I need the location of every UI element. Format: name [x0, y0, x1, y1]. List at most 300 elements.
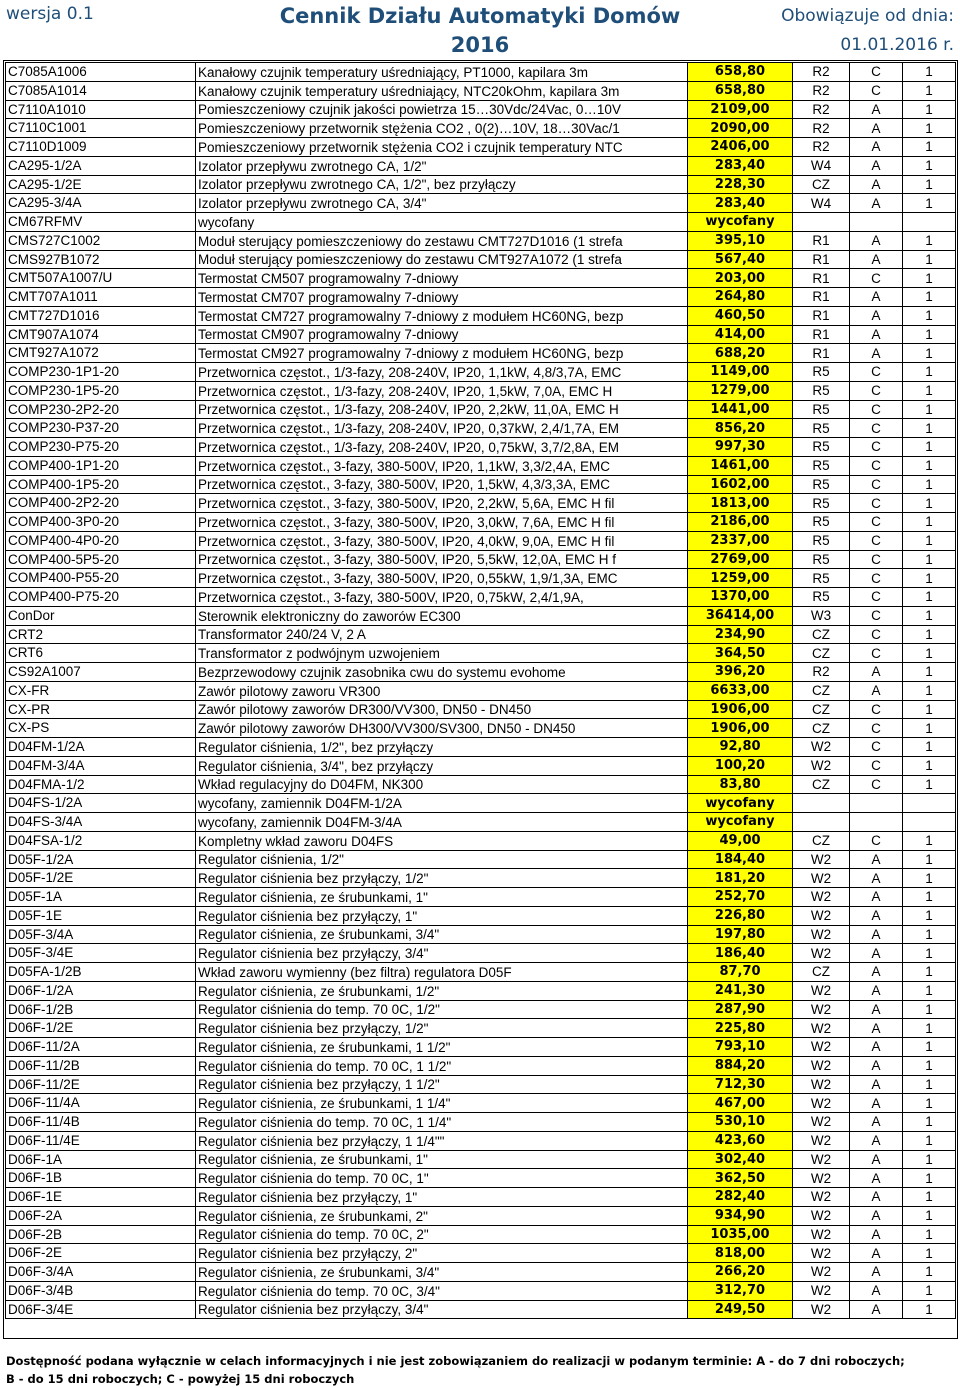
page-title — [270, 2, 690, 60]
table-row — [6, 644, 956, 663]
availability-code: C — [850, 644, 903, 663]
availability-code: C — [850, 719, 903, 738]
product-description: Regulator ciśnienia, ze śrubunkami, 3/4" — [196, 925, 688, 944]
quantity: 1 — [903, 231, 956, 250]
price-cell: 1259,00 — [688, 569, 793, 588]
price-group: W2 — [793, 1056, 850, 1075]
product-code: D06F-11/4A — [6, 1094, 196, 1113]
table-row — [6, 1150, 956, 1169]
quantity: 1 — [903, 625, 956, 644]
quantity: 1 — [903, 644, 956, 663]
price-group: R5 — [793, 419, 850, 438]
price-cell: 100,20 — [688, 756, 793, 775]
product-code: C7110A1010 — [6, 100, 196, 119]
product-description: Regulator ciśnienia bez przyłączy, 1 1/2" — [196, 1075, 688, 1094]
product-description: Pomieszczeniowy przetwornik stężenia CO2 , 0(2)…10V, 18…30Vac/1 — [196, 119, 688, 138]
table-row — [6, 269, 956, 288]
availability-code: C — [850, 550, 903, 569]
product-description: Kanałowy czujnik temperatury uśredniający, NTC20kOhm, kapilara 3m — [196, 81, 688, 100]
availability-code — [850, 794, 903, 813]
product-description: Regulator ciśnienia do temp. 70 0C, 1 1/2" — [196, 1056, 688, 1075]
quantity: 1 — [903, 1075, 956, 1094]
price-cell: 241,30 — [688, 981, 793, 1000]
table-row — [6, 531, 956, 550]
product-description: Izolator przepływu zwrotnego CA, 1/2", bez przyłączy — [196, 175, 688, 194]
availability-code: A — [850, 850, 903, 869]
quantity: 1 — [903, 850, 956, 869]
table-row — [6, 1281, 956, 1300]
product-description: Moduł sterujący pomieszczeniowy do zestawu CMT927A1072 (1 strefa — [196, 250, 688, 269]
price-cell: 712,30 — [688, 1075, 793, 1094]
price-cell: 1279,00 — [688, 381, 793, 400]
price-group: W2 — [793, 981, 850, 1000]
product-code: D05F-1/2A — [6, 850, 196, 869]
price-group: CZ — [793, 831, 850, 850]
quantity: 1 — [903, 1113, 956, 1132]
table-row — [6, 850, 956, 869]
availability-code: A — [850, 1131, 903, 1150]
table-row — [6, 288, 956, 307]
quantity: 1 — [903, 963, 956, 982]
price-cell: 49,00 — [688, 831, 793, 850]
price-cell: 312,70 — [688, 1281, 793, 1300]
table-row — [6, 869, 956, 888]
product-code: D06F-2B — [6, 1225, 196, 1244]
availability-code: C — [850, 438, 903, 457]
price-cell: 197,80 — [688, 925, 793, 944]
price-group: W2 — [793, 869, 850, 888]
price-cell: 2186,00 — [688, 513, 793, 532]
quantity: 1 — [903, 1188, 956, 1207]
price-cell: 266,20 — [688, 1263, 793, 1282]
price-cell: 2769,00 — [688, 550, 793, 569]
quantity: 1 — [903, 1169, 956, 1188]
validity-block — [781, 2, 954, 60]
product-description: Regulator ciśnienia do temp. 70 0C, 1" — [196, 1169, 688, 1188]
availability-code: A — [850, 288, 903, 307]
price-group: W2 — [793, 944, 850, 963]
table-row — [6, 1075, 956, 1094]
table-row — [6, 100, 956, 119]
price-group — [793, 794, 850, 813]
price-cell: 1906,00 — [688, 719, 793, 738]
price-group: R1 — [793, 250, 850, 269]
product-code: COMP400-3P0-20 — [6, 513, 196, 532]
price-cell: 934,90 — [688, 1206, 793, 1225]
product-code: C7110C1001 — [6, 119, 196, 138]
product-code: C7085A1014 — [6, 81, 196, 100]
product-code: D04FM-3/4A — [6, 756, 196, 775]
quantity — [903, 813, 956, 832]
product-code: D06F-3/4B — [6, 1281, 196, 1300]
product-description: Moduł sterujący pomieszczeniowy do zestawu CMT727D1016 (1 strefa — [196, 231, 688, 250]
table-row — [6, 963, 956, 982]
product-code: CMT507A1007/U — [6, 269, 196, 288]
price-group: R1 — [793, 306, 850, 325]
quantity: 1 — [903, 288, 956, 307]
quantity: 1 — [903, 588, 956, 607]
price-cell: wycofany — [688, 813, 793, 832]
product-description: Przetwornica częstot., 3-fazy, 380-500V, IP20, 1,1kW, 3,3/2,4A, EMC — [196, 456, 688, 475]
product-description: Bezprzewodowy czujnik zasobnika cwu do systemu evohome — [196, 663, 688, 682]
price-group: R5 — [793, 531, 850, 550]
price-group: W2 — [793, 925, 850, 944]
quantity: 1 — [903, 513, 956, 532]
price-group: W2 — [793, 1188, 850, 1207]
table-row — [6, 981, 956, 1000]
product-code: D05FA-1/2B — [6, 963, 196, 982]
product-description: wycofany — [196, 213, 688, 232]
price-group: W2 — [793, 1300, 850, 1319]
price-group: W2 — [793, 1131, 850, 1150]
product-description: Przetwornica częstot., 3-fazy, 380-500V, IP20, 3,0kW, 7,6A, EMC H fil — [196, 513, 688, 532]
price-cell: 395,10 — [688, 231, 793, 250]
product-code: CA295-1/2E — [6, 175, 196, 194]
table-row — [6, 794, 956, 813]
product-description: Izolator przepływu zwrotnego CA, 1/2" — [196, 156, 688, 175]
product-code: D06F-1/2A — [6, 981, 196, 1000]
table-row — [6, 1113, 956, 1132]
quantity: 1 — [903, 344, 956, 363]
product-description: Regulator ciśnienia bez przyłączy, 3/4" — [196, 944, 688, 963]
price-cell: 1906,00 — [688, 700, 793, 719]
availability-code: C — [850, 588, 903, 607]
price-cell: 249,50 — [688, 1300, 793, 1319]
table-row — [6, 831, 956, 850]
availability-code: A — [850, 1019, 903, 1038]
price-table-body — [6, 63, 956, 1319]
quantity: 1 — [903, 456, 956, 475]
quantity: 1 — [903, 175, 956, 194]
availability-code: A — [850, 1263, 903, 1282]
product-code: COMP230-P75-20 — [6, 438, 196, 457]
price-cell: 2337,00 — [688, 531, 793, 550]
availability-code: A — [850, 1206, 903, 1225]
product-code: C7085A1006 — [6, 63, 196, 82]
price-cell: 6633,00 — [688, 681, 793, 700]
product-code: CA295-1/2A — [6, 156, 196, 175]
product-code: COMP400-4P0-20 — [6, 531, 196, 550]
quantity: 1 — [903, 494, 956, 513]
table-row — [6, 213, 956, 232]
availability-code: A — [850, 344, 903, 363]
product-description: Izolator przepływu zwrotnego CA, 3/4" — [196, 194, 688, 213]
price-cell: wycofany — [688, 213, 793, 232]
product-description: Kompletny wkład zaworu D04FS — [196, 831, 688, 850]
availability-code: A — [850, 888, 903, 907]
product-code: COMP230-1P5-20 — [6, 381, 196, 400]
product-description: Pomieszczeniowy przetwornik stężenia CO2 i czujnik temperatury NTC — [196, 138, 688, 157]
table-row — [6, 344, 956, 363]
availability-code: A — [850, 194, 903, 213]
version-label: wersja 0.1 — [6, 4, 94, 24]
price-cell: 184,40 — [688, 850, 793, 869]
availability-code: A — [850, 1169, 903, 1188]
price-group: W2 — [793, 1019, 850, 1038]
price-cell: 1441,00 — [688, 400, 793, 419]
product-description: Regulator ciśnienia, 3/4", bez przyłączy — [196, 756, 688, 775]
quantity: 1 — [903, 400, 956, 419]
product-description: Regulator ciśnienia bez przyłączy, 3/4" — [196, 1300, 688, 1319]
product-description: Wkład zaworu wymienny (bez filtra) regulatora D05F — [196, 963, 688, 982]
price-cell: 1602,00 — [688, 475, 793, 494]
price-cell: 181,20 — [688, 869, 793, 888]
quantity: 1 — [903, 738, 956, 757]
price-cell: 658,80 — [688, 63, 793, 82]
quantity: 1 — [903, 719, 956, 738]
availability-code: C — [850, 738, 903, 757]
product-code: CM67RFMV — [6, 213, 196, 232]
quantity: 1 — [903, 119, 956, 138]
product-description: Przetwornica częstot., 1/3-fazy, 208-240V, IP20, 1,5kW, 7,0A, EMC H — [196, 381, 688, 400]
table-row — [6, 381, 956, 400]
product-code: D06F-2E — [6, 1244, 196, 1263]
table-row — [6, 513, 956, 532]
product-description: Zawór pilotowy zaworów DR300/VV300, DN50 - DN450 — [196, 700, 688, 719]
title-line-2: 2016 — [450, 33, 510, 57]
product-code: COMP400-P55-20 — [6, 569, 196, 588]
availability-code: C — [850, 756, 903, 775]
product-description: Regulator ciśnienia bez przyłączy, 1" — [196, 1188, 688, 1207]
product-description: wycofany, zamiennik D04FM-1/2A — [196, 794, 688, 813]
product-code: D05F-1/2E — [6, 869, 196, 888]
availability-code: C — [850, 531, 903, 550]
price-cell: 1370,00 — [688, 588, 793, 607]
table-row — [6, 625, 956, 644]
price-group: R1 — [793, 231, 850, 250]
price-cell: 856,20 — [688, 419, 793, 438]
product-code: CX-FR — [6, 681, 196, 700]
table-row — [6, 569, 956, 588]
quantity: 1 — [903, 663, 956, 682]
table-row — [6, 606, 956, 625]
availability-code: C — [850, 475, 903, 494]
price-group: W2 — [793, 1169, 850, 1188]
availability-code — [850, 213, 903, 232]
product-description: Transformator 240/24 V, 2 A — [196, 625, 688, 644]
price-group: W4 — [793, 194, 850, 213]
table-row — [6, 119, 956, 138]
price-cell: 414,00 — [688, 325, 793, 344]
availability-code: A — [850, 1188, 903, 1207]
availability-note-line-1: Dostępność podana wyłącznie w celach informacyjnych i nie jest zobowiązaniem do realizacji w podanym terminie: A - do 7 dni roboczych; — [6, 1354, 905, 1368]
price-group: R5 — [793, 588, 850, 607]
price-cell: 364,50 — [688, 644, 793, 663]
price-group: R2 — [793, 81, 850, 100]
price-cell: 234,90 — [688, 625, 793, 644]
availability-code: C — [850, 400, 903, 419]
product-code: CX-PS — [6, 719, 196, 738]
product-code: D06F-1A — [6, 1150, 196, 1169]
product-description: Termostat CM507 programowalny 7-dniowy — [196, 269, 688, 288]
product-description: Przetwornica częstot., 3-fazy, 380-500V, IP20, 2,2kW, 5,6A, EMC H fil — [196, 494, 688, 513]
availability-code: C — [850, 494, 903, 513]
product-description: Zawór pilotowy zaworów DH300/VV300/SV300, DN50 - DN450 — [196, 719, 688, 738]
table-row — [6, 1056, 956, 1075]
product-description: Termostat CM707 programowalny 7-dniowy — [196, 288, 688, 307]
availability-code: A — [850, 325, 903, 344]
product-code: COMP230-2P2-20 — [6, 400, 196, 419]
price-group: W2 — [793, 756, 850, 775]
price-cell: 36414,00 — [688, 606, 793, 625]
product-description: Regulator ciśnienia bez przyłączy, 2" — [196, 1244, 688, 1263]
price-group: W2 — [793, 1281, 850, 1300]
quantity: 1 — [903, 906, 956, 925]
price-cell: 567,40 — [688, 250, 793, 269]
product-description: Przetwornica częstot., 3-fazy, 380-500V, IP20, 0,75kW, 2,4/1,9A, — [196, 588, 688, 607]
table-row — [6, 1300, 956, 1319]
product-description: wycofany, zamiennik D04FM-3/4A — [196, 813, 688, 832]
quantity: 1 — [903, 756, 956, 775]
quantity: 1 — [903, 569, 956, 588]
availability-code: A — [850, 175, 903, 194]
product-description: Transformator z podwójnym uzwojeniem — [196, 644, 688, 663]
availability-code: C — [850, 513, 903, 532]
quantity: 1 — [903, 1263, 956, 1282]
product-code: D06F-11/4E — [6, 1131, 196, 1150]
availability-code: A — [850, 1075, 903, 1094]
table-row — [6, 1244, 956, 1263]
product-description: Zawór pilotowy zaworu VR300 — [196, 681, 688, 700]
quantity: 1 — [903, 1244, 956, 1263]
quantity: 1 — [903, 1019, 956, 1038]
price-group: CZ — [793, 175, 850, 194]
price-cell: 1035,00 — [688, 1225, 793, 1244]
availability-code: A — [850, 1056, 903, 1075]
quantity: 1 — [903, 944, 956, 963]
product-code: D06F-11/2E — [6, 1075, 196, 1094]
product-description: Regulator ciśnienia, ze śrubunkami, 3/4" — [196, 1263, 688, 1282]
price-group: R5 — [793, 494, 850, 513]
product-description: Regulator ciśnienia, ze śrubunkami, 2" — [196, 1206, 688, 1225]
price-group: CZ — [793, 963, 850, 982]
table-row — [6, 1000, 956, 1019]
product-code: CMT907A1074 — [6, 325, 196, 344]
table-row — [6, 231, 956, 250]
availability-code: A — [850, 100, 903, 119]
quantity: 1 — [903, 138, 956, 157]
product-code: D05F-3/4E — [6, 944, 196, 963]
price-cell: 186,40 — [688, 944, 793, 963]
product-code: COMP230-P37-20 — [6, 419, 196, 438]
product-description: Regulator ciśnienia do temp. 70 0C, 1/2" — [196, 1000, 688, 1019]
product-description: Regulator ciśnienia bez przyłączy, 1" — [196, 906, 688, 925]
table-row — [6, 456, 956, 475]
availability-code: A — [850, 663, 903, 682]
product-code: D06F-1B — [6, 1169, 196, 1188]
price-group: CZ — [793, 775, 850, 794]
table-row — [6, 1131, 956, 1150]
availability-code: A — [850, 1225, 903, 1244]
availability-code: C — [850, 606, 903, 625]
quantity: 1 — [903, 419, 956, 438]
quantity: 1 — [903, 1000, 956, 1019]
product-code: CMT927A1072 — [6, 344, 196, 363]
price-group: W2 — [793, 1206, 850, 1225]
product-code: CRT2 — [6, 625, 196, 644]
product-code: D06F-3/4E — [6, 1300, 196, 1319]
quantity: 1 — [903, 1225, 956, 1244]
price-cell: 1461,00 — [688, 456, 793, 475]
price-group: R5 — [793, 381, 850, 400]
price-cell: 1813,00 — [688, 494, 793, 513]
product-description: Wkład regulacyjny do D04FM, NK300 — [196, 775, 688, 794]
product-description: Przetwornica częstot., 1/3-fazy, 208-240V, IP20, 0,37kW, 2,4/1,7A, EM — [196, 419, 688, 438]
price-group: W2 — [793, 1150, 850, 1169]
availability-code: A — [850, 119, 903, 138]
availability-code: C — [850, 269, 903, 288]
price-group: W2 — [793, 888, 850, 907]
availability-code: A — [850, 250, 903, 269]
price-cell: 2109,00 — [688, 100, 793, 119]
product-description: Termostat CM927 programowalny 7-dniowy z modułem HC60NG, bezp — [196, 344, 688, 363]
price-cell: 688,20 — [688, 344, 793, 363]
product-description: Regulator ciśnienia, ze śrubunkami, 1/2" — [196, 981, 688, 1000]
price-group: W2 — [793, 1094, 850, 1113]
availability-code: A — [850, 231, 903, 250]
quantity: 1 — [903, 700, 956, 719]
validity-label: Obowiązuje od dnia: — [781, 6, 954, 26]
page-header — [0, 0, 960, 62]
price-group: W2 — [793, 1000, 850, 1019]
price-cell: 423,60 — [688, 1131, 793, 1150]
price-cell: 226,80 — [688, 906, 793, 925]
product-code: COMP400-P75-20 — [6, 588, 196, 607]
quantity: 1 — [903, 1094, 956, 1113]
product-description: Termostat CM907 programowalny 7-dniowy — [196, 325, 688, 344]
quantity: 1 — [903, 1281, 956, 1300]
quantity: 1 — [903, 606, 956, 625]
availability-code: A — [850, 906, 903, 925]
product-code: D05F-3/4A — [6, 925, 196, 944]
price-group: W2 — [793, 1113, 850, 1132]
availability-code: A — [850, 925, 903, 944]
price-cell: 530,10 — [688, 1113, 793, 1132]
price-group: R2 — [793, 138, 850, 157]
product-code: C7110D1009 — [6, 138, 196, 157]
table-row — [6, 813, 956, 832]
price-group: R5 — [793, 456, 850, 475]
quantity: 1 — [903, 925, 956, 944]
product-code: CA295-3/4A — [6, 194, 196, 213]
quantity: 1 — [903, 1056, 956, 1075]
availability-code: C — [850, 831, 903, 850]
price-cell: 396,20 — [688, 663, 793, 682]
quantity: 1 — [903, 531, 956, 550]
price-group: CZ — [793, 719, 850, 738]
price-group — [793, 213, 850, 232]
product-code: D06F-11/4B — [6, 1113, 196, 1132]
product-description: Regulator ciśnienia, 1/2", bez przyłączy — [196, 738, 688, 757]
price-cell: 83,80 — [688, 775, 793, 794]
price-group — [793, 813, 850, 832]
table-row — [6, 1038, 956, 1057]
product-code: D04FSA-1/2 — [6, 831, 196, 850]
availability-code: A — [850, 981, 903, 1000]
product-code: CX-PR — [6, 700, 196, 719]
availability-note — [6, 1352, 956, 1388]
product-description: Przetwornica częstot., 3-fazy, 380-500V, IP20, 4,0kW, 9,0A, EMC H fil — [196, 531, 688, 550]
price-cell: 92,80 — [688, 738, 793, 757]
quantity: 1 — [903, 250, 956, 269]
table-row — [6, 81, 956, 100]
price-cell: 87,70 — [688, 963, 793, 982]
product-description: Regulator ciśnienia do temp. 70 0C, 2" — [196, 1225, 688, 1244]
price-group: W2 — [793, 738, 850, 757]
product-code: D06F-2A — [6, 1206, 196, 1225]
product-code: D05F-1A — [6, 888, 196, 907]
price-group: CZ — [793, 625, 850, 644]
